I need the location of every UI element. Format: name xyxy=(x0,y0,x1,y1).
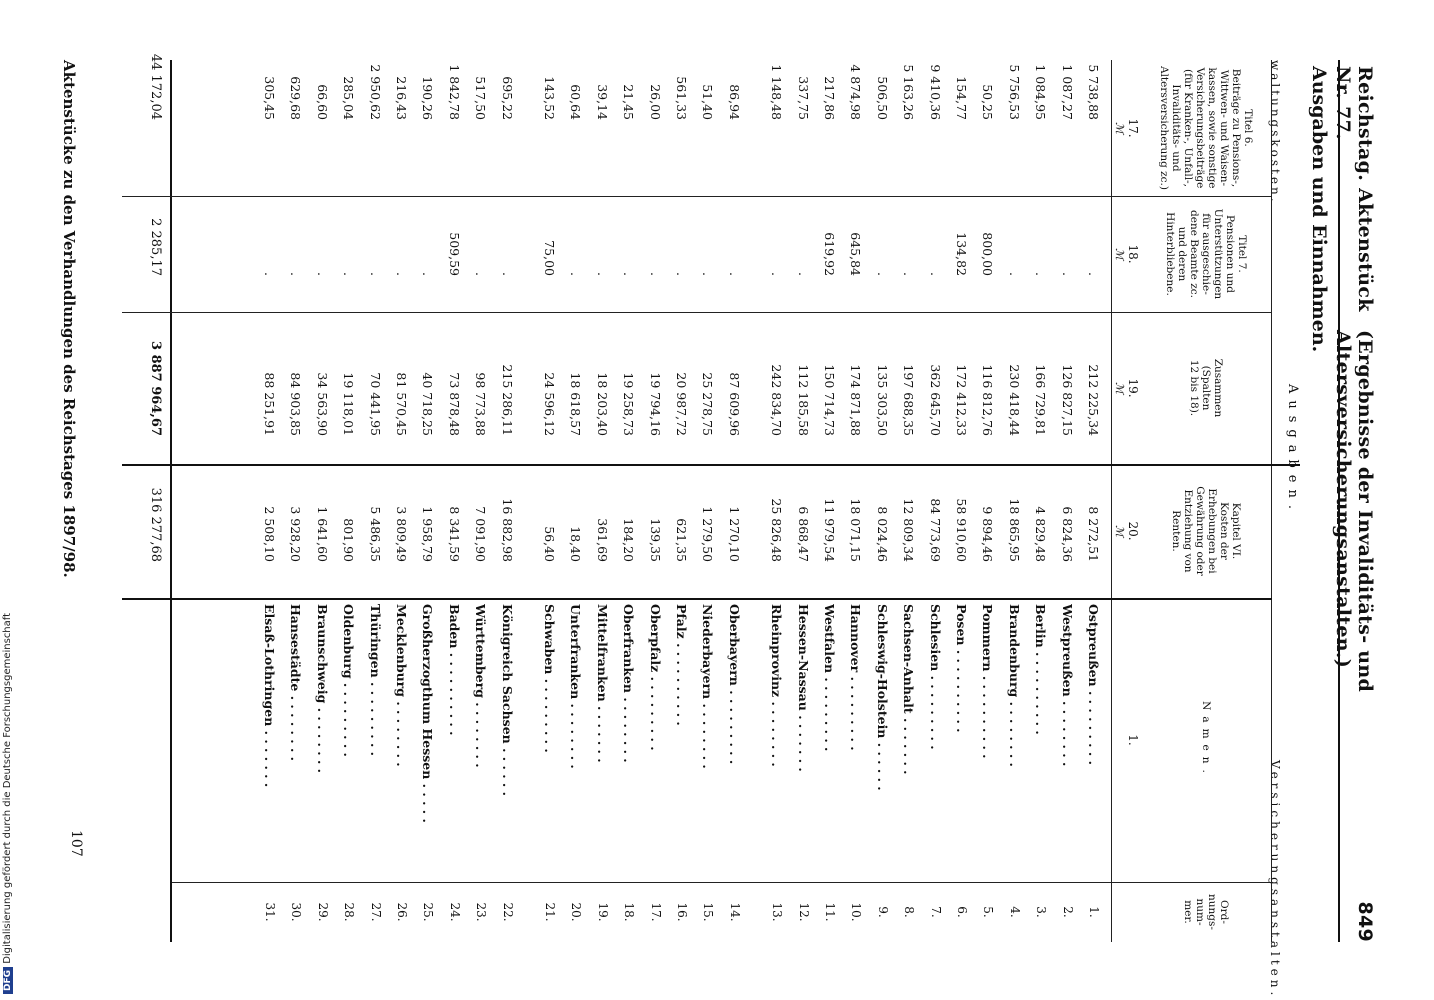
cell-name: Königreich Sachsen . . . . . . xyxy=(499,604,515,796)
cell-titel7: . xyxy=(700,272,716,276)
totals-rule xyxy=(170,60,172,942)
cell-ordnung: 17. xyxy=(648,902,663,922)
group-header-versicherungsanstalten: Versicherungsanstalten. xyxy=(1268,760,1282,1000)
cell-titel7: . xyxy=(341,272,357,276)
cell-ordnung: 7. xyxy=(928,906,943,918)
cell-ordnung: 2. xyxy=(1060,906,1075,918)
table-row xyxy=(949,0,972,1000)
cell-kap6: 9 894,46 xyxy=(980,506,996,562)
col-header-kap6: Kapitel VI. Kosten der Erhebungen bei Gewährung oder Entziehung von Renten. xyxy=(1170,486,1242,576)
cell-name: Baden . . . . . . . . . . xyxy=(446,604,462,736)
cell-name: Mittelfranken . . . . . . . xyxy=(594,604,610,763)
total-kap6: 316 277,68 xyxy=(148,487,163,562)
table-row xyxy=(616,0,639,1000)
table-row xyxy=(695,0,718,1000)
table-row xyxy=(1028,0,1051,1000)
cell-name: Rheinprovinz . . . . . . . . xyxy=(769,604,785,767)
cell-titel7: . xyxy=(1033,272,1049,276)
cell-ordnung: 3. xyxy=(1034,906,1049,918)
table-top-rule xyxy=(1271,60,1272,942)
cell-zusammen: 25 278,75 xyxy=(700,372,716,436)
unit-mark: ℳ xyxy=(1113,122,1126,134)
cell-titel7: . xyxy=(1086,272,1101,276)
cell-titel6: 143,52 xyxy=(542,76,557,120)
cell-titel6: 9 410,36 xyxy=(927,64,943,120)
cell-titel6: 5 738,88 xyxy=(1086,64,1101,120)
cell-titel7: 509,59 xyxy=(446,232,462,276)
cell-titel6: 305,45 xyxy=(262,76,277,120)
cell-zusammen: 174 871,88 xyxy=(848,364,864,436)
cell-name: Hansestädte . . . . . . . . xyxy=(288,604,304,761)
cell-titel7: . xyxy=(1059,272,1075,276)
cell-name: Unterfranken . . . . . . . . xyxy=(568,604,584,769)
cell-kap6: 11 979,54 xyxy=(822,498,837,562)
cell-kap6: 8 272,51 xyxy=(1086,506,1101,562)
cell-zusammen: 112 185,58 xyxy=(795,364,811,436)
cell-name: Oberfranken . . . . . . . . xyxy=(621,604,637,763)
cell-titel7: . xyxy=(927,272,943,276)
cell-titel7: 134,82 xyxy=(954,232,969,276)
col-header-ordnung: Ord- nungs- num- mer. xyxy=(1182,894,1230,930)
table-row xyxy=(1002,0,1025,1000)
table-row xyxy=(336,0,359,1000)
cell-kap6: 3 928,20 xyxy=(288,506,304,562)
cell-ordnung: 27. xyxy=(368,902,383,922)
footer-page-number: 107 xyxy=(68,830,84,857)
cell-kap6: 6 824,36 xyxy=(1059,506,1075,562)
cell-titel6: 1 084,95 xyxy=(1033,64,1049,120)
cell-titel6: 51,40 xyxy=(700,84,716,120)
table-row xyxy=(843,0,866,1000)
cell-kap6: 18 865,95 xyxy=(1006,498,1022,562)
cell-zusammen: 215 286,11 xyxy=(499,364,515,436)
cell-kap6: 1 270,10 xyxy=(726,506,742,562)
cell-titel7: . xyxy=(473,272,489,276)
cell-ordnung: 19. xyxy=(595,902,610,922)
header-bottom-rule xyxy=(1111,60,1112,942)
col-header-namen: Namen. xyxy=(1200,701,1212,779)
table-row xyxy=(495,0,518,1000)
cell-titel6: 2 950,62 xyxy=(367,64,383,120)
cell-name: Westfalen . . . . . . . . . xyxy=(822,604,837,752)
cell-titel6: 86,94 xyxy=(726,84,742,120)
cell-kap6: 2 508,10 xyxy=(262,506,277,562)
cell-kap6: 3 809,49 xyxy=(394,506,409,562)
cell-titel7: . xyxy=(795,272,811,276)
cell-zusammen: 126 827,15 xyxy=(1059,364,1075,436)
table-row xyxy=(722,0,745,1000)
cell-titel6: 190,26 xyxy=(420,76,436,120)
cell-ordnung: 15. xyxy=(701,902,716,922)
cell-kap6: 184,20 xyxy=(621,518,637,562)
cell-titel6: 39,14 xyxy=(594,84,610,120)
cell-titel7: 75,00 xyxy=(542,240,557,276)
table-row xyxy=(1055,0,1078,1000)
cell-kap6: 7 091,90 xyxy=(473,506,489,562)
cell-zusammen: 84 903,85 xyxy=(288,372,304,436)
cell-titel6: 216,43 xyxy=(394,76,409,120)
cell-name: Oldenburg . . . . . . . . . xyxy=(341,604,357,757)
cell-zusammen: 34 563,90 xyxy=(314,372,330,436)
cell-kap6: 5 486,35 xyxy=(367,506,383,562)
cell-titel7: . xyxy=(674,272,689,276)
cell-titel7: . xyxy=(394,272,409,276)
table-row xyxy=(442,0,465,1000)
cell-name: Westpreußen . . . . . . . . xyxy=(1059,604,1075,767)
cell-ordnung: 21. xyxy=(543,902,557,922)
cell-ordnung: 14. xyxy=(727,902,742,922)
cell-zusammen: 73 878,48 xyxy=(446,372,462,436)
cell-titel7: . xyxy=(499,272,515,276)
table-row xyxy=(563,0,586,1000)
cell-ordnung: 10. xyxy=(849,902,864,922)
cell-titel7: . xyxy=(901,272,917,276)
cell-ordnung: 30. xyxy=(289,902,304,922)
table-row xyxy=(468,0,491,1000)
cell-zusammen: 116 812,76 xyxy=(980,364,996,436)
cell-zusammen: 212 225,34 xyxy=(1086,364,1101,436)
cell-name: Brandenburg . . . . . . . . xyxy=(1006,604,1022,767)
cell-name: Niederbayern . . . . . . . . xyxy=(700,604,716,769)
total-titel7: 2 285,17 xyxy=(148,218,163,276)
cell-ordnung: 11. xyxy=(823,902,837,922)
table-row xyxy=(590,0,613,1000)
cell-titel6: 60,64 xyxy=(568,84,584,120)
cell-name: Mecklenburg . . . . . . . . xyxy=(394,604,409,767)
cell-titel7: 619,92 xyxy=(822,232,837,276)
table-row xyxy=(537,0,560,1000)
page-number: 849 xyxy=(1354,901,1376,942)
cell-titel7: . xyxy=(647,272,663,276)
cell-ordnung: 13. xyxy=(770,902,785,922)
cell-zusammen: 87 609,96 xyxy=(726,372,742,436)
cell-titel6: 1 148,48 xyxy=(769,64,785,120)
cell-titel6: 50,25 xyxy=(980,84,996,120)
table-row xyxy=(870,0,893,1000)
cell-zusammen: 18 203,40 xyxy=(594,372,610,436)
cell-zusammen: 242 834,70 xyxy=(769,364,785,436)
col-number-20: 20. xyxy=(1126,521,1140,541)
cell-zusammen: 135 303,50 xyxy=(874,364,890,436)
cell-titel7: . xyxy=(420,272,436,276)
cell-titel7: . xyxy=(568,272,584,276)
side-note: Digitalisierung gefördert durch die Deutsche Forschungsgemeinschaft xyxy=(2,612,13,964)
cell-name: Elsaß-Lothringen . . . . . . . xyxy=(262,604,277,788)
cell-ordnung: 28. xyxy=(342,902,357,922)
cell-titel6: 517,50 xyxy=(473,76,489,120)
total-zusammen: 3 887 964,67 xyxy=(148,341,163,436)
unit-mark: ℳ xyxy=(1113,248,1126,260)
table-row xyxy=(923,0,946,1000)
cell-zusammen: 81 570,45 xyxy=(394,372,409,436)
cell-ordnung: 20. xyxy=(569,902,584,922)
cell-name: Großherzogthum Hessen . . . . . xyxy=(420,604,436,823)
cell-ordnung: 8. xyxy=(902,906,917,918)
cell-zusammen: 19 258,73 xyxy=(621,372,637,436)
unit-mark: ℳ xyxy=(1113,382,1126,394)
cell-ordnung: 5. xyxy=(981,906,996,918)
cell-kap6: 1 958,79 xyxy=(420,506,436,562)
cell-zusammen: 70 441,95 xyxy=(367,372,383,436)
cell-name: Oberpfalz . . . . . . . . . xyxy=(647,604,663,751)
table-row xyxy=(896,0,919,1000)
cell-ordnung: 23. xyxy=(474,902,489,922)
cell-titel7: . xyxy=(874,272,890,276)
cell-zusammen: 19 118,01 xyxy=(341,372,357,436)
table-row xyxy=(283,0,306,1000)
cell-kap6: 4 829,48 xyxy=(1033,506,1049,562)
cell-kap6: 16 882,98 xyxy=(499,498,515,562)
cell-titel6: 21,45 xyxy=(621,84,637,120)
cell-titel7: 645,84 xyxy=(848,232,864,276)
cell-name: Hessen-Nassau . . . . . . . xyxy=(795,604,811,772)
cell-ordnung: 24. xyxy=(447,902,462,922)
table-row xyxy=(764,0,787,1000)
cell-titel6: 629,68 xyxy=(288,76,304,120)
cell-name: Ostpreußen . . . . . . . . . xyxy=(1086,604,1101,765)
cell-kap6: 1 279,50 xyxy=(700,506,716,562)
cell-name: Hannover . . . . . . . . . xyxy=(848,604,864,751)
cell-titel7: . xyxy=(621,272,637,276)
cell-zusammen: 40 718,25 xyxy=(420,372,436,436)
totals-row xyxy=(140,0,166,1000)
cell-titel7: . xyxy=(769,272,785,276)
cell-titel6: 217,86 xyxy=(822,76,837,120)
cell-titel6: 337,75 xyxy=(795,76,811,120)
col-number-18: 18. xyxy=(1126,244,1140,264)
table-row xyxy=(975,0,998,1000)
cell-titel6: 1 842,78 xyxy=(446,64,462,120)
table-row xyxy=(310,0,333,1000)
cell-titel7: . xyxy=(367,272,383,276)
table-row xyxy=(363,0,386,1000)
cell-titel6: 695,22 xyxy=(499,76,515,120)
cell-ordnung: 9. xyxy=(875,906,890,918)
cell-name: Berlin . . . . . . . . . . xyxy=(1033,604,1049,735)
col-header-titel6: Titel 6. Beiträge zu Pensions-, Wittwen- und Waisen- kassen, sowie sonstige Versicherungsbeiträge (für Kranken-, Unfall-, Invaliditäts- und Altersversicherung zc.) xyxy=(1158,65,1254,190)
cell-zusammen: 172 412,33 xyxy=(954,364,969,436)
cell-name: Posen . . . . . . . . . . xyxy=(954,604,969,733)
col-number-17: 17. xyxy=(1126,118,1140,138)
cell-name: Pfalz . . . . . . . . . . xyxy=(674,604,689,726)
cell-zusammen: 150 714,73 xyxy=(822,364,837,436)
cell-zusammen: 24 596,12 xyxy=(542,372,557,436)
cell-titel7: . xyxy=(726,272,742,276)
cell-zusammen: 197 688,35 xyxy=(901,364,917,436)
cell-name: Thüringen . . . . . . . . . xyxy=(367,604,383,757)
cell-titel6: 66,60 xyxy=(314,84,330,120)
footer-title: Aktenstücke zu den Verhandlungen des Reichstages 1897/98. xyxy=(60,60,78,578)
cell-kap6: 801,90 xyxy=(341,518,357,562)
cell-ordnung: 12. xyxy=(796,902,811,922)
table-row xyxy=(389,0,412,1000)
table-row xyxy=(643,0,666,1000)
cell-name: Schleswig-Holstein . . . . . . xyxy=(874,604,890,791)
cell-zusammen: 230 418,44 xyxy=(1006,364,1022,436)
cell-kap6: 56,40 xyxy=(542,526,557,562)
cell-name: Schwaben . . . . . . . . . xyxy=(542,604,557,753)
cell-name: Oberbayern . . . . . . . . . xyxy=(726,604,742,765)
cell-titel6: 5 163,26 xyxy=(901,64,917,120)
cell-titel6: 1 087,27 xyxy=(1059,64,1075,120)
cell-titel6: 154,77 xyxy=(954,76,969,120)
unit-mark: ℳ xyxy=(1113,525,1126,537)
cell-ordnung: 4. xyxy=(1007,906,1022,918)
table-row xyxy=(791,0,814,1000)
cell-titel6: 4 874,98 xyxy=(848,64,864,120)
cell-titel6: 26,00 xyxy=(647,84,663,120)
cell-kap6: 18 071,15 xyxy=(848,498,864,562)
cell-zusammen: 166 729,81 xyxy=(1033,364,1049,436)
cell-kap6: 18,40 xyxy=(568,526,584,562)
group-header-ausgaben: Ausgaben. xyxy=(1285,383,1300,517)
group-header-verwaltungskosten: waltungskosten. xyxy=(1268,60,1282,205)
cell-ordnung: 31. xyxy=(263,902,277,922)
cell-kap6: 58 910,60 xyxy=(954,498,969,562)
cell-name: Schlesien . . . . . . . . . xyxy=(927,604,943,750)
cell-zusammen: 88 251,91 xyxy=(262,372,277,436)
cell-titel6: 561,33 xyxy=(674,76,689,120)
cell-zusammen: 98 773,88 xyxy=(473,372,489,436)
cell-kap6: 25 826,48 xyxy=(769,498,785,562)
cell-ordnung: 6. xyxy=(955,906,969,918)
table-row xyxy=(257,0,280,1000)
side-note-strip xyxy=(0,0,16,1000)
cell-kap6: 8 341,59 xyxy=(446,506,462,562)
cell-ordnung: 25. xyxy=(421,902,436,922)
cell-kap6: 84 773,69 xyxy=(927,498,943,562)
cell-zusammen: 19 794,16 xyxy=(647,372,663,436)
cell-kap6: 621,35 xyxy=(674,518,689,562)
cell-ordnung: 1. xyxy=(1087,906,1101,918)
total-titel6: 44 172,04 xyxy=(148,53,163,120)
cell-kap6: 1 641,60 xyxy=(314,506,330,562)
cell-kap6: 6 868,47 xyxy=(795,506,811,562)
cell-ordnung: 16. xyxy=(675,902,689,922)
cell-ordnung: 26. xyxy=(395,902,409,922)
cell-titel7: . xyxy=(262,272,277,276)
cell-titel7: . xyxy=(594,272,610,276)
table-row xyxy=(415,0,438,1000)
col-header-titel7: Titel 7. Pensionen und Unterstützungen für ausgeschie- dene Beamte zc. und deren Hinterbliebene. xyxy=(1164,208,1248,300)
table-row xyxy=(817,0,840,1000)
cell-ordnung: 22. xyxy=(500,902,515,922)
cell-titel7: . xyxy=(314,272,330,276)
cell-kap6: 12 809,34 xyxy=(901,498,917,562)
cell-name: Pommern . . . . . . . . . . xyxy=(980,604,996,759)
cell-titel6: 506,50 xyxy=(874,76,890,120)
cell-ordnung: 29. xyxy=(315,902,330,922)
running-header xyxy=(1332,66,1376,942)
col-number-1: 1. xyxy=(1126,734,1140,746)
cell-titel7: 800,00 xyxy=(980,232,996,276)
cell-titel7: . xyxy=(1006,272,1022,276)
cell-zusammen: 20 987,72 xyxy=(674,372,689,436)
cell-kap6: 139,35 xyxy=(647,518,663,562)
cell-zusammen: 362 645,70 xyxy=(927,364,943,436)
cell-ordnung: 18. xyxy=(622,902,637,922)
cell-titel6: 285,04 xyxy=(341,76,357,120)
table-row xyxy=(1081,0,1104,1000)
col-number-19: 19. xyxy=(1126,378,1140,398)
table-title: Ausgaben und Einnahmen. xyxy=(1308,66,1330,353)
header-rule xyxy=(1338,60,1340,942)
cell-titel7: . xyxy=(288,272,304,276)
cell-titel6: 5 756,53 xyxy=(1006,64,1022,120)
dfg-logo: DFG xyxy=(3,967,13,994)
cell-kap6: 8 024,46 xyxy=(874,506,890,562)
cell-name: Braunschweig . . . . . . . . xyxy=(314,604,330,773)
header-left: Reichstag. Aktenstück Nr. 77. xyxy=(1332,66,1376,312)
header-middle: (Ergebnisse der Invaliditäts- und Altersversicherungsanstalten.) xyxy=(1332,329,1376,693)
table-row xyxy=(669,0,692,1000)
cell-name: Württemberg . . . . . . . . xyxy=(473,604,489,768)
cell-name: Sachsen-Anhalt . . . . . . . xyxy=(901,604,917,775)
col-header-zusammen: Zusammen (Spalten 12 bis 18). xyxy=(1188,358,1224,418)
cell-kap6: 361,69 xyxy=(594,518,610,562)
cell-zusammen: 18 618,57 xyxy=(568,372,584,436)
